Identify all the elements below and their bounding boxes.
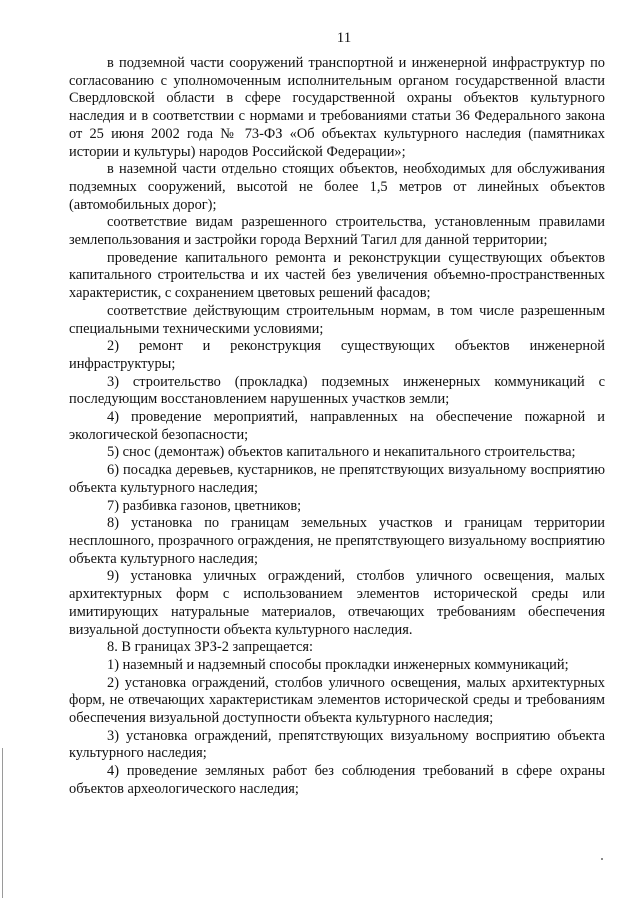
list-item: 4) проведение мероприятий, направленных на обеспечение пожарной и экологической безопасности; xyxy=(69,409,605,443)
list-item: 6) посадка деревьев, кустарников, не препятствующих визуальному восприятию объекта культурного наследия; xyxy=(69,462,605,496)
list-item: 2) установка ограждений, столбов уличного освещения, малых архитектурных форм, не отвечающих характеристикам элементов исторической среды и требованиям обеспечения визуальной доступности объекта культурного наследия; xyxy=(69,674,605,727)
paragraph: соответствие действующим строительным нормам, в том числе разрешенным специальными техническими условиями; xyxy=(69,302,605,337)
list-item: 9) установка уличных ограждений, столбов уличного освещения, малых архитектурных форм с использованием элементов исторической среды или имитирующих натуральные материалов, отвечающих требованиям обеспечения визуальной доступности объекта культурного наследия. xyxy=(69,568,605,638)
paragraph: проведение капитального ремонта и реконструкции существующих объектов капитального строительства и их частей без увеличения объемно-пространственных характеристик, с сохранением цветовых решений фасадов; xyxy=(69,249,605,302)
scan-edge-mark xyxy=(2,748,3,898)
paragraph: в наземной части отдельно стоящих объектов, необходимых для обслуживания подземных сооружений, высотой не более 1,5 метров от линейных объектов (автомобильных дорог); xyxy=(69,161,605,213)
paragraph: соответствие видам разрешенного строительства, установленным правилами землепользования и застройки города Верхний Тагил для данной территории; xyxy=(69,214,605,249)
document-body xyxy=(69,55,605,799)
list-item: 1) наземный и надземный способы прокладки инженерных коммуникаций; xyxy=(107,656,569,673)
list-item: 4) проведение земляных работ без соблюдения требований в сфере охраны объектов археологического наследия; xyxy=(69,763,605,797)
list-item: 7) разбивка газонов, цветников; xyxy=(107,497,302,514)
paragraph: в подземной части сооружений транспортной и инженерной инфраструктур по согласованию с уполномоченным исполнительным органом государственной власти Свердловской области в сфере государственной охраны объектов культурного наследия и в соответствии с нормами и требованиями статьи 36 Федерального закона от 25 июня 2002 года № 73-ФЗ «Об объектах культурного наследия (памятниках истории и культуры) народов Российской Федерации»; xyxy=(69,55,605,160)
page-number: 11 xyxy=(336,30,352,46)
section-heading: 8. В границах ЗРЗ-2 запрещается: xyxy=(107,639,314,656)
scan-speck xyxy=(601,858,603,860)
list-item: 2) ремонт и реконструкция существующих объектов инженерной инфраструктуры; xyxy=(69,338,605,372)
list-item: 3) строительство (прокладка) подземных инженерных коммуникаций с последующим восстановлением нарушенных участков земли; xyxy=(69,373,605,408)
list-item: 8) установка по границам земельных участков и границам территории несплошного, прозрачного ограждения, не препятствующего визуальному восприятию объекта культурного наследия; xyxy=(69,515,605,567)
list-item: 5) снос (демонтаж) объектов капитального и некапитального строительства; xyxy=(107,444,576,461)
list-item: 3) установка ограждений, препятствующих визуальному восприятию объекта культурного наследия; xyxy=(69,727,605,762)
